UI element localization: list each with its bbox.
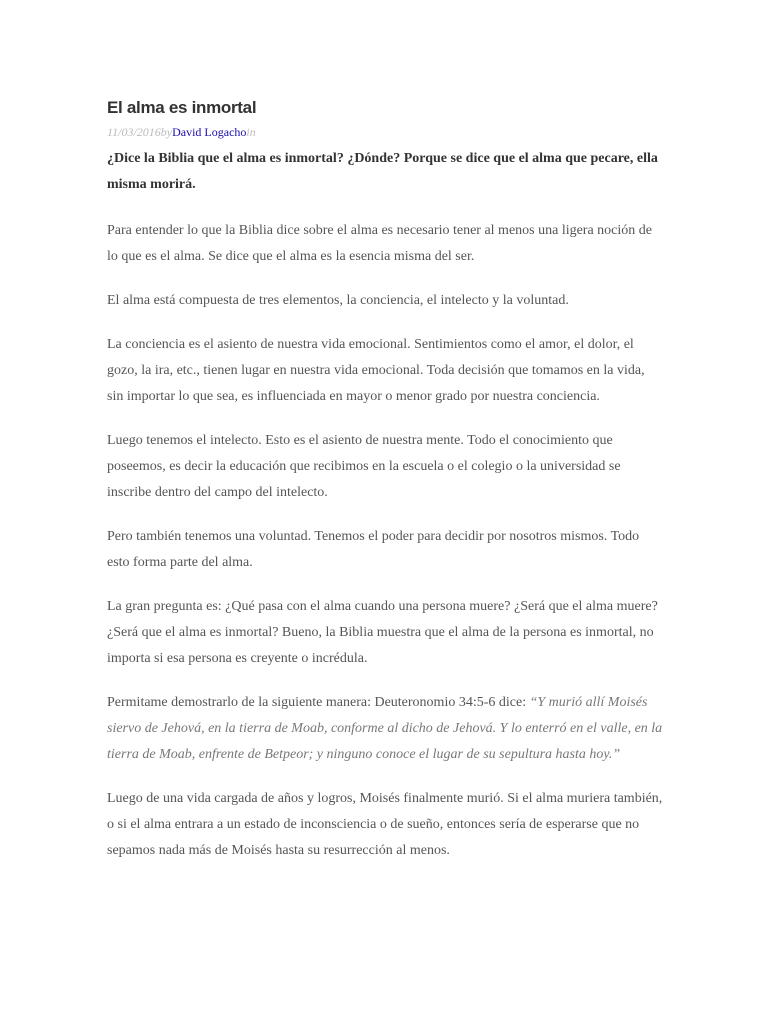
- in-label: in: [246, 125, 256, 139]
- article: [107, 96, 663, 864]
- article-meta: [107, 124, 663, 140]
- final-paragraph: Luego de una vida cargada de años y logros, Moisés finalmente murió. Si el alma muriera también, o si el alma entrara a un estado de inconsciencia o de sueño, entonces sería de esperarse que no sepamos nada más de Moisés hasta su resurrección al menos.: [107, 791, 663, 858]
- scripture-paragraph: [107, 690, 663, 768]
- post-date: 11/03/2016: [107, 125, 161, 139]
- paragraph-2: El alma está compuesta de tres elementos, la conciencia, el intelecto y la voluntad.: [107, 293, 569, 308]
- lead-question: ¿Dice la Biblia que el alma es inmortal? ¿Dónde? Porque se dice que el alma que pecare, ella misma morirá.: [107, 151, 658, 192]
- article-title: El alma es inmortal: [107, 98, 257, 117]
- scripture-quote: “Y murió allí Moisés siervo de Jehová, en la tierra de Moab, conforme al dicho de Jehová. Y lo enterró en el valle, en la tierra de Moab, enfrente de Betpeor; y ninguno conoce el lugar de su sepultura hasta hoy.”: [107, 695, 663, 762]
- paragraph-3: La conciencia es el asiento de nuestra vida emocional. Sentimientos como el amor, el dolor, el gozo, la ira, etc., tienen lugar en nuestra vida emocional. Toda decisión que tomamos en la vida, sin importar lo que sea, es influenciada en mayor o menor grado por nuestra conciencia.: [107, 337, 645, 404]
- paragraph-4: Luego tenemos el intelecto. Esto es el asiento de nuestra mente. Todo el conocimiento que poseemos, es decir la educación que recibimos en la escuela o el colegio o la universidad se inscribe dentro del campo del intelecto.: [107, 433, 621, 500]
- scripture-intro: Permitame demostrarlo de la siguiente manera: Deuteronomio 34:5-6 dice:: [107, 695, 530, 710]
- by-label: by: [160, 125, 173, 139]
- paragraph-6: La gran pregunta es: ¿Qué pasa con el alma cuando una persona muere? ¿Será que el alma muere? ¿Será que el alma es inmortal? Bueno, la Biblia muestra que el alma de la persona es inmortal, no importa si esa persona es creyente o incrédula.: [107, 599, 658, 666]
- paragraph-1: Para entender lo que la Biblia dice sobre el alma es necesario tener al menos una ligera noción de lo que es el alma. Se dice que el alma es la esencia misma del ser.: [107, 223, 653, 264]
- paragraph-5: Pero también tenemos una voluntad. Tenemos el poder para decidir por nosotros mismos. Todo esto forma parte del alma.: [107, 529, 640, 570]
- author-link[interactable]: David Logacho: [172, 125, 247, 139]
